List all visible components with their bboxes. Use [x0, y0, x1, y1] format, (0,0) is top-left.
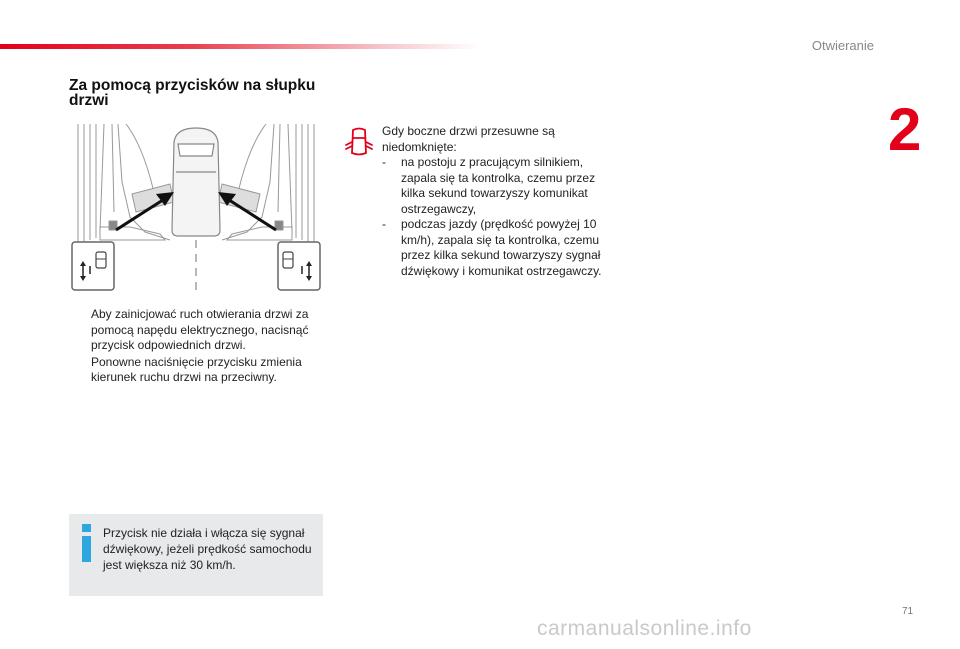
door-open-warning-icon [343, 126, 375, 158]
info-note [69, 514, 323, 596]
info-icon [79, 524, 95, 562]
warning-intro: Gdy boczne drzwi przesuwne są niedomknięte: [382, 124, 555, 154]
list-item [69, 307, 327, 354]
warning-item-text: na postoju z pracującym silnikiem, zapala się ta kontrolka, czemu przez kilka sekund towarzyszy komunikat ostrzegawczy, [401, 155, 596, 216]
chapter-title: Otwieranie [811, 38, 874, 53]
info-note-text: Przycisk nie działa i włącza się sygnał dźwiękowy, jeżeli prędkość samochodu jest większa niż 30 km/h. [103, 526, 312, 572]
page-number: 71 [902, 606, 914, 617]
instruction-text: Ponowne naciśnięcie przycisku zmienia kierunek ruchu drzwi na przeciwny. [91, 354, 302, 384]
list-item [69, 355, 327, 386]
list-item [382, 155, 602, 217]
list-item [382, 217, 602, 279]
chapter-number: 2 [888, 96, 922, 163]
instruction-text: Aby zainicjować ruch otwierania drzwi za pomocą napędu elektrycznego, nacisnąć przycisk odpowiednich drzwi. [91, 307, 309, 352]
header-accent-bar [0, 44, 480, 49]
warning-item-text: podczas jazdy (prędkość powyżej 10 km/h), zapala się ta kontrolka, czemu przez kilka sekund towarzyszy sygnał dźwiękowy i komunikat ostrzegawczy. [401, 217, 602, 278]
instructions-list [69, 307, 327, 387]
dash-marker: - [382, 217, 386, 231]
section-title: Za pomocą przycisków na słupku drzwi [69, 77, 316, 109]
warning-block [382, 124, 602, 279]
dash-marker: - [382, 155, 386, 169]
watermark: carmanualsonline.info [537, 617, 752, 640]
sliding-door-buttons-illustration [70, 122, 322, 294]
